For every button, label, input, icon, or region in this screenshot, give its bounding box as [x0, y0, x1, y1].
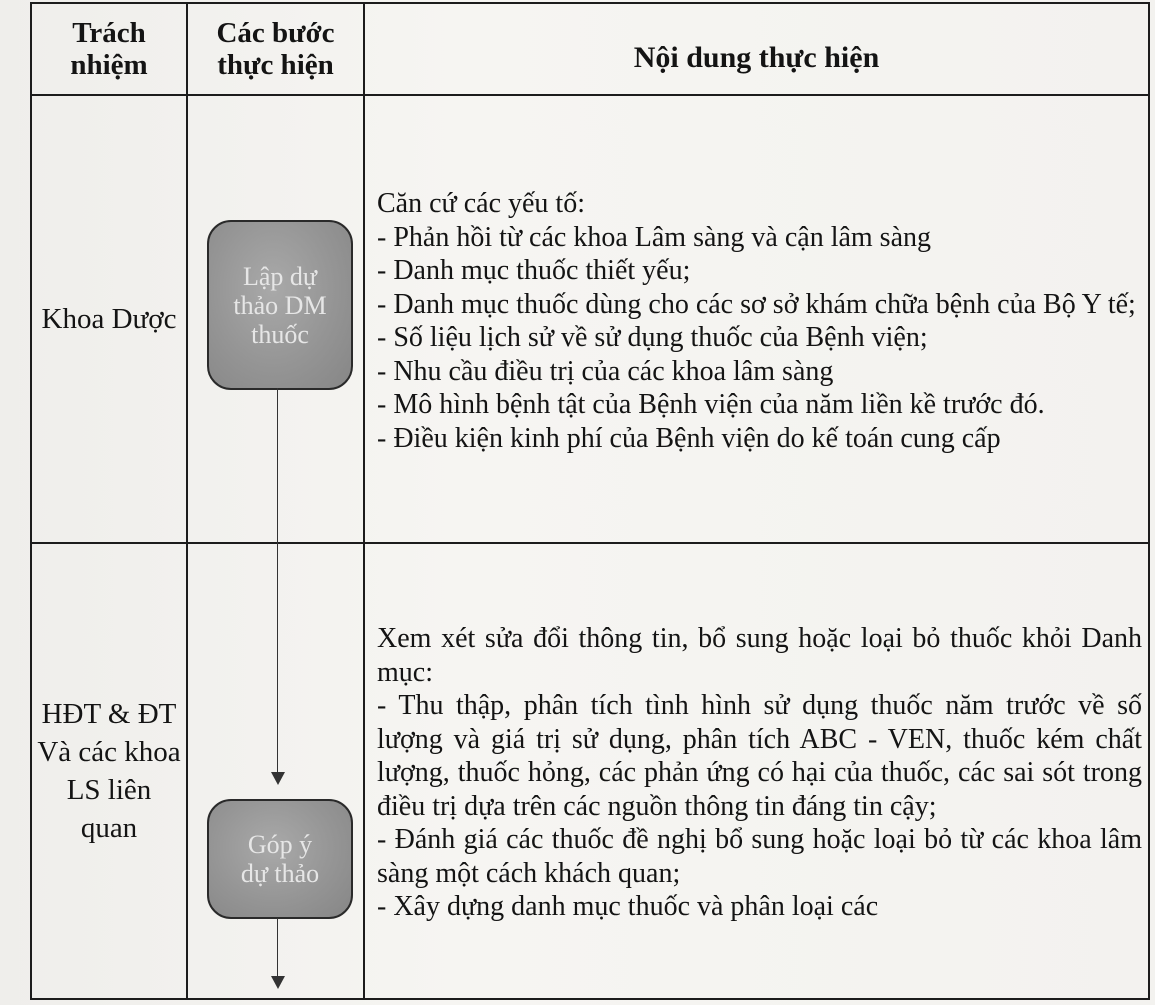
content-line: - Danh mục thuốc thiết yếu; [377, 255, 691, 286]
arrow-down-icon [271, 772, 285, 785]
content-cell [364, 543, 1149, 999]
step-label-line: Góp ý [247, 830, 313, 859]
responsibility-line: quan [80, 812, 138, 844]
step-label-line: Lập dự [242, 261, 317, 291]
content-line: - Đánh giá các thuốc đề nghị bổ sung hoặc loại bỏ từ các khoa lâm sàng một cách khách quan; [377, 824, 1142, 889]
header-content: Nội dung thực hiện [364, 3, 1149, 95]
step-box-draft [207, 220, 353, 390]
procedure-table [30, 2, 1150, 1000]
content-line: - Thu thập, phân tích tình hình sử dụng thuốc năm trước về số lượng và giá trị sử dụng, phân tích ABC - VEN, thuốc kém chất lượng, thuốc hỏng, các phản ứng có hại của thuốc, các sai sót trong điều trị dựa trên các nguồn thông tin đáng tin cậy; [377, 690, 1142, 822]
content-line: - Phản hồi từ các khoa Lâm sàng và cận lâm sàng [377, 221, 931, 253]
flow-connector-line [277, 388, 278, 546]
content-line: Căn cứ các yếu tố: [377, 188, 585, 219]
header-responsibility: Trách nhiệm [31, 3, 187, 95]
step-label-line: dự thảo [240, 859, 320, 888]
table-header-row [31, 3, 1149, 95]
content-line: - Nhu cầu điều trị của các khoa lâm sàng [377, 355, 834, 387]
step-cell [187, 95, 364, 543]
content-line: - Xây dựng danh mục thuốc và phân loại các [377, 891, 879, 923]
table-row [31, 543, 1149, 999]
content-line: Xem xét sửa đổi thông tin, bổ sung hoặc loại bỏ thuốc khỏi Danh mục: [377, 623, 1142, 688]
content-line: - Số liệu lịch sử về sử dụng thuốc của Bệnh viện; [377, 322, 928, 353]
step-box-review [207, 799, 353, 919]
header-steps: Các bước thực hiện [187, 3, 364, 95]
flow-connector-line [277, 544, 278, 776]
responsibility-line: Và các khoa [37, 736, 181, 768]
responsibility-cell: Khoa Dược [31, 95, 187, 543]
step-label-line: thuốc [251, 319, 309, 349]
responsibility-line: HĐT & ĐT [41, 698, 177, 730]
content-cell [364, 95, 1149, 543]
step-cell [187, 543, 364, 999]
flow-connector-line [277, 918, 278, 980]
content-line: - Điều kiện kinh phí của Bệnh viện do kế toán cung cấp [377, 422, 1001, 454]
content-line: - Danh mục thuốc dùng cho các sơ sở khám chữa bệnh của Bộ Y tế; [377, 288, 1136, 320]
arrow-down-icon [271, 976, 285, 989]
responsibility-line: LS liên [66, 774, 152, 806]
content-line: - Mô hình bệnh tật của Bệnh viện của năm liền kề trước đó. [377, 389, 1045, 420]
step-label-line: thảo DM [233, 290, 327, 320]
table-row [31, 95, 1149, 543]
responsibility-cell [31, 543, 187, 999]
